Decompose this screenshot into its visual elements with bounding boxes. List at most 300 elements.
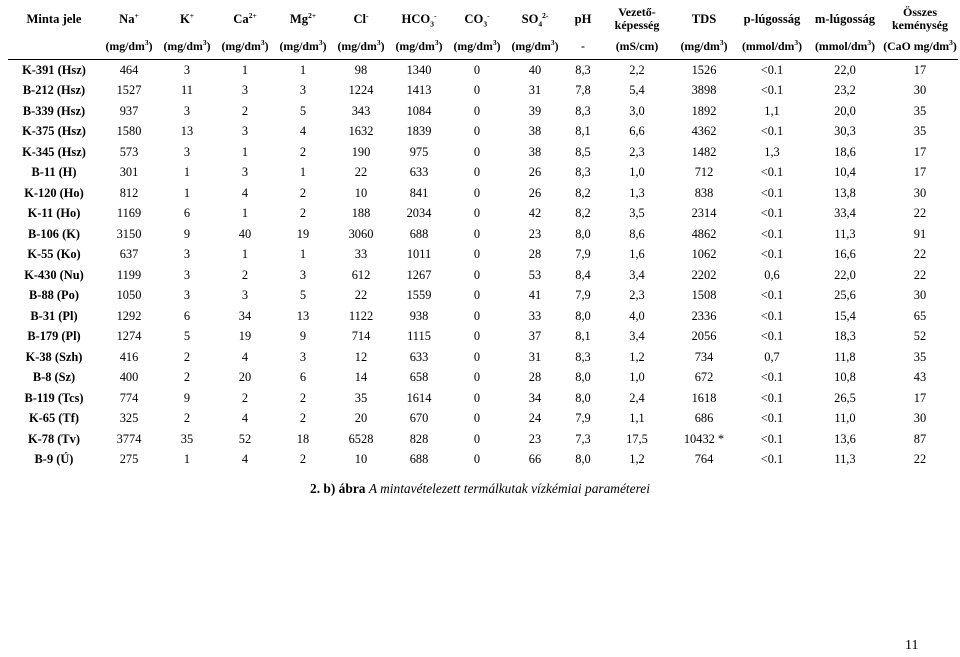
column-unit — [672, 34, 736, 60]
table-cell: 0 — [473, 83, 481, 98]
column-header — [506, 4, 564, 34]
column-header — [448, 4, 506, 34]
table-cell: 15,4 — [834, 308, 856, 323]
column-header-label: TDS — [691, 11, 717, 26]
table-cell: 1 — [299, 165, 307, 180]
table-cell: 5 — [183, 329, 191, 344]
table-cell: 9 — [183, 226, 191, 241]
column-unit-superscript: 3 — [434, 38, 439, 48]
table-row — [8, 204, 958, 225]
table-cell: 10,4 — [834, 165, 856, 180]
table-cell: 0 — [473, 165, 481, 180]
water-chemistry-table — [8, 4, 958, 470]
column-unit-end: ) — [496, 39, 501, 53]
column-header — [390, 4, 448, 34]
table-cell: 275 — [119, 452, 139, 467]
table-cell: 190 — [351, 144, 371, 159]
column-header-subscript: 4 — [538, 19, 543, 29]
table-cell: 3 — [183, 144, 191, 159]
column-header — [602, 4, 672, 34]
table-cell: 87 — [913, 431, 927, 446]
table-cell: 1122 — [348, 308, 374, 323]
table-cell: 8,2 — [575, 185, 591, 200]
table-cell: 1,1 — [764, 103, 780, 118]
table-cell: 0 — [473, 247, 481, 262]
table-cell: 1,0 — [629, 165, 645, 180]
table-row — [8, 163, 958, 184]
table-cell: 3 — [183, 288, 191, 303]
table-cell: 43 — [913, 370, 927, 385]
column-header-superscript: + — [189, 10, 195, 20]
column-unit-superscript: 3 — [144, 38, 149, 48]
table-cell: 16,6 — [834, 247, 856, 262]
table-cell: <0.1 — [760, 185, 784, 200]
column-header-label: CO — [464, 11, 484, 26]
table-cell: 0 — [473, 431, 481, 446]
table-cell: 3898 — [691, 83, 717, 98]
column-header-line2: keménység — [892, 18, 948, 32]
table-cell: 6 — [299, 370, 307, 385]
table-cell: 612 — [351, 267, 371, 282]
table-cell: <0.1 — [760, 83, 784, 98]
table-cell: 11 — [181, 83, 193, 98]
table-cell: 22 — [913, 247, 927, 262]
column-unit — [274, 34, 332, 60]
table-cell: 3 — [241, 288, 249, 303]
page-number: 11 — [905, 638, 919, 653]
table-cell: 8,0 — [575, 390, 591, 405]
table-cell: 35 — [913, 124, 927, 139]
column-header — [564, 4, 602, 34]
table-cell: 20,0 — [834, 103, 856, 118]
table-cell: 1292 — [116, 308, 142, 323]
table-cell: 8,1 — [575, 329, 591, 344]
table-cell: 4 — [241, 185, 249, 200]
table-cell: 3 — [299, 267, 307, 282]
column-header-label: SO — [521, 11, 539, 26]
table-cell: 1062 — [691, 247, 717, 262]
table-cell: 0,7 — [764, 349, 780, 364]
column-unit-text: (mg/dm — [163, 39, 203, 53]
sample-id-cell: B-179 (Pl) — [27, 329, 81, 344]
table-cell: 714 — [351, 329, 371, 344]
table-cell: 6 — [183, 206, 191, 221]
column-unit — [158, 34, 216, 60]
column-header-superscript: - — [433, 10, 437, 20]
table-cell: 34 — [238, 308, 252, 323]
table-row — [8, 388, 958, 409]
table-cell: 812 — [119, 185, 139, 200]
column-header-label: m-lúgosság — [814, 11, 876, 26]
table-cell: 8,3 — [575, 349, 591, 364]
column-header — [216, 4, 274, 34]
table-cell: 975 — [409, 144, 429, 159]
table-cell: 13 — [296, 308, 310, 323]
table-cell: 938 — [409, 308, 429, 323]
column-header — [100, 4, 158, 34]
table-cell: 3,5 — [629, 206, 645, 221]
column-header — [8, 4, 100, 34]
table-row — [8, 245, 958, 266]
table-cell: 688 — [409, 226, 429, 241]
table-cell: 17 — [913, 390, 927, 405]
table-cell: 1 — [183, 452, 191, 467]
table-cell: 7,9 — [575, 288, 591, 303]
column-header-line1: Vezető- — [618, 5, 656, 19]
table-cell: 35 — [913, 103, 927, 118]
table-cell: 0 — [473, 267, 481, 282]
table-cell: 2 — [299, 411, 307, 426]
table-cell: 1526 — [691, 62, 717, 77]
table-row — [8, 122, 958, 143]
table-cell: 23 — [528, 431, 542, 446]
table-cell: 400 — [119, 370, 139, 385]
table-cell: 2,3 — [629, 144, 645, 159]
table-row — [8, 409, 958, 430]
table-cell: 3,4 — [629, 267, 645, 282]
table-cell: <0.1 — [760, 452, 784, 467]
column-unit — [8, 34, 100, 60]
table-cell: 22 — [913, 267, 927, 282]
table-cell: 31 — [528, 349, 542, 364]
table-cell: 10 — [354, 185, 368, 200]
column-unit — [332, 34, 390, 60]
table-cell: 1,2 — [629, 452, 645, 467]
table-cell: 325 — [119, 411, 139, 426]
table-cell: 1 — [241, 247, 249, 262]
table-cell: 6528 — [348, 431, 374, 446]
table-cell: 2 — [183, 411, 191, 426]
table-cell: 2 — [183, 349, 191, 364]
table-body — [8, 60, 958, 471]
sample-id-cell: K-430 (Nu) — [24, 267, 84, 282]
column-header-label: Ca — [233, 11, 249, 26]
table-cell: 35 — [913, 349, 927, 364]
table-cell: 9 — [183, 390, 191, 405]
table-cell: 1614 — [406, 390, 432, 405]
table-cell: 9 — [299, 329, 307, 344]
column-header-superscript: 2- — [542, 10, 549, 20]
column-unit-text: (mmol/dm — [741, 39, 795, 53]
sample-id-cell: B-88 (Po) — [29, 288, 79, 303]
table-cell: 91 — [913, 226, 927, 241]
table-cell: 1,1 — [629, 411, 645, 426]
table-cell: 828 — [409, 431, 429, 446]
table-cell: 12 — [354, 349, 368, 364]
table-cell: 0 — [473, 62, 481, 77]
table-cell: 26 — [528, 185, 542, 200]
sample-id-cell: K-375 (Hsz) — [22, 124, 86, 139]
table-cell: 0 — [473, 103, 481, 118]
table-cell: 14 — [354, 370, 368, 385]
column-unit — [390, 34, 448, 60]
table-row — [8, 183, 958, 204]
table-cell: 633 — [409, 165, 429, 180]
column-header-subscript: 3 — [483, 19, 488, 29]
table-cell: 7,8 — [575, 83, 591, 98]
column-unit — [602, 34, 672, 60]
column-unit-superscript: 3 — [202, 38, 207, 48]
table-cell: 464 — [119, 62, 139, 77]
table-cell: 3 — [183, 103, 191, 118]
table-cell: 1224 — [348, 83, 374, 98]
column-unit — [100, 34, 158, 60]
column-unit — [736, 34, 808, 60]
table-cell: 8,3 — [575, 165, 591, 180]
column-header-line2: képesség — [614, 18, 660, 32]
table-cell: 3774 — [116, 431, 142, 446]
table-cell: 1839 — [406, 124, 432, 139]
sample-id-cell: B-11 (H) — [31, 165, 77, 180]
table-cell: 52 — [913, 329, 927, 344]
column-unit-end: ) — [438, 39, 443, 53]
table-cell: 23,2 — [834, 83, 856, 98]
table-cell: 3 — [183, 267, 191, 282]
table-cell: 1274 — [116, 329, 142, 344]
table-cell: 1 — [241, 206, 249, 221]
column-header-line1: Összes — [903, 5, 937, 19]
column-unit-superscript: 3 — [867, 38, 872, 48]
table-cell: 686 — [694, 411, 714, 426]
column-header — [882, 4, 958, 34]
sample-id-cell: K-345 (Hsz) — [22, 144, 86, 159]
table-cell: 1 — [299, 62, 307, 77]
table-row — [8, 327, 958, 348]
table-cell: 18 — [296, 431, 310, 446]
column-header-label: K — [179, 11, 190, 26]
column-header-label: Cl — [353, 11, 367, 26]
column-unit — [448, 34, 506, 60]
table-cell: 2,4 — [629, 390, 645, 405]
table-cell: 670 — [409, 411, 429, 426]
table-cell: <0.1 — [760, 370, 784, 385]
table-cell: 66 — [528, 452, 542, 467]
column-header-superscript: - — [487, 10, 490, 20]
table-cell: 1482 — [691, 144, 717, 159]
table-cell: 10 — [354, 452, 368, 467]
table-cell: 712 — [694, 165, 714, 180]
table-cell: 1527 — [116, 83, 142, 98]
table-cell: 637 — [119, 247, 139, 262]
column-unit-text: (mg/dm — [680, 39, 720, 53]
table-cell: 2336 — [691, 308, 717, 323]
column-unit-text: (mg/dm — [279, 39, 319, 53]
table-cell: 39 — [528, 103, 542, 118]
column-unit-superscript: 3 — [492, 38, 497, 48]
column-header — [808, 4, 882, 34]
table-cell: 5 — [299, 288, 307, 303]
table-cell: 30 — [913, 411, 927, 426]
table-row — [8, 101, 958, 122]
table-cell: 1508 — [691, 288, 717, 303]
table-cell: 188 — [351, 206, 371, 221]
table-cell: 7,9 — [575, 247, 591, 262]
caption-text: A mintavételezett termálkutak vízkémiai paraméterei — [368, 481, 650, 496]
table-cell: 2056 — [691, 329, 717, 344]
column-header-label: Minta jele — [26, 11, 82, 26]
table-cell: 4 — [299, 124, 307, 139]
table-cell: 24 — [528, 411, 542, 426]
table-cell: 2 — [299, 185, 307, 200]
table-row — [8, 347, 958, 368]
table-cell: 8,6 — [629, 226, 645, 241]
table-cell: <0.1 — [760, 62, 784, 77]
table-cell: <0.1 — [760, 431, 784, 446]
table-cell: 13,6 — [834, 431, 856, 446]
sample-id-cell: K-78 (Tv) — [28, 431, 80, 446]
column-unit-superscript: 3 — [949, 38, 953, 48]
table-cell: 688 — [409, 452, 429, 467]
table-cell: 37 — [528, 329, 542, 344]
table-cell: 838 — [694, 185, 714, 200]
table-cell: 19 — [238, 329, 252, 344]
table-cell: 0 — [473, 124, 481, 139]
column-unit-text: (mg/dm — [395, 39, 435, 53]
column-header-label: HCO — [401, 11, 431, 26]
table-cell: 0 — [473, 370, 481, 385]
table-cell: 20 — [354, 411, 368, 426]
column-unit-superscript: 3 — [318, 38, 323, 48]
table-cell: 2 — [299, 206, 307, 221]
table-row — [8, 224, 958, 245]
column-unit-end: ) — [952, 39, 957, 53]
table-cell: 0,6 — [764, 267, 780, 282]
table-cell: 1,2 — [629, 349, 645, 364]
table-cell: 8,0 — [575, 370, 591, 385]
table-cell: 31 — [528, 83, 542, 98]
table-cell: 22 — [913, 452, 927, 467]
table-cell: 1 — [299, 247, 307, 262]
column-unit — [564, 34, 602, 60]
sample-id-cell: B-119 (Tcs) — [24, 390, 84, 405]
table-cell: 6 — [183, 308, 191, 323]
table-cell: <0.1 — [760, 390, 784, 405]
table-row — [8, 142, 958, 163]
table-cell: 11,3 — [834, 452, 856, 467]
table-cell: 3060 — [348, 226, 374, 241]
table-cell: 11,3 — [834, 226, 856, 241]
table-cell: 3 — [183, 247, 191, 262]
sample-id-cell: K-391 (Hsz) — [22, 62, 86, 77]
figure-caption — [0, 481, 960, 497]
sample-id-cell: B-212 (Hsz) — [22, 83, 86, 98]
column-unit-text: - — [581, 39, 585, 53]
table-cell: 17,5 — [626, 431, 648, 446]
table-cell: 33 — [528, 308, 542, 323]
table-cell: 0 — [473, 206, 481, 221]
table-cell: 2 — [299, 390, 307, 405]
table-cell: 3150 — [116, 226, 142, 241]
table-cell: 937 — [119, 103, 139, 118]
table-cell: 8,1 — [575, 124, 591, 139]
table-cell: 0 — [473, 329, 481, 344]
table-cell: 17 — [913, 62, 927, 77]
table-cell: 1,6 — [629, 247, 645, 262]
column-unit-superscript: 3 — [376, 38, 381, 48]
table-cell: 35 — [354, 390, 368, 405]
table-cell: 17 — [913, 165, 927, 180]
header-row-labels — [8, 4, 958, 34]
table-cell: 13 — [180, 124, 194, 139]
column-unit-end: ) — [871, 39, 876, 53]
table-cell: 23 — [528, 226, 542, 241]
column-unit-end: ) — [380, 39, 385, 53]
table-cell: 658 — [409, 370, 429, 385]
sample-id-cell: K-38 (Szh) — [25, 349, 83, 364]
sample-id-cell: B-31 (Pl) — [30, 308, 78, 323]
table-cell: <0.1 — [760, 329, 784, 344]
table-cell: 1618 — [691, 390, 717, 405]
table-cell: 52 — [238, 431, 252, 446]
table-cell: 26 — [528, 165, 542, 180]
table-cell: 40 — [238, 226, 252, 241]
column-unit-text: (CaO mg/dm — [883, 39, 950, 53]
table-cell: 0 — [473, 226, 481, 241]
table-cell: 8,0 — [575, 226, 591, 241]
table-cell: 2 — [241, 267, 249, 282]
table-cell: <0.1 — [760, 247, 784, 262]
table-cell: 22 — [913, 206, 927, 221]
sample-id-cell: B-339 (Hsz) — [22, 103, 86, 118]
table-cell: 1169 — [116, 206, 142, 221]
column-unit-end: ) — [723, 39, 728, 53]
table-cell: 5,4 — [629, 83, 645, 98]
table-cell: 65 — [913, 308, 927, 323]
table-cell: 1580 — [116, 124, 142, 139]
table-cell: 0 — [473, 288, 481, 303]
column-header — [332, 4, 390, 34]
column-unit-superscript: 3 — [794, 38, 799, 48]
table-cell: 0 — [473, 452, 481, 467]
table-cell: 0 — [473, 185, 481, 200]
sample-id-cell: K-120 (Ho) — [24, 185, 84, 200]
table-cell: 53 — [528, 267, 542, 282]
column-header-superscript: + — [134, 10, 139, 20]
table-cell: 8,0 — [575, 308, 591, 323]
table-cell: 0 — [473, 308, 481, 323]
table-cell: 8,0 — [575, 452, 591, 467]
table-cell: 1267 — [406, 267, 432, 282]
table-row — [8, 60, 958, 81]
table-cell: 1 — [241, 144, 249, 159]
column-header-label: pH — [574, 11, 592, 26]
table-cell: 28 — [528, 247, 542, 262]
table-cell: 1 — [241, 62, 249, 77]
column-unit-end: ) — [554, 39, 559, 53]
table-cell: 0 — [473, 411, 481, 426]
table-cell: 98 — [354, 62, 368, 77]
table-cell: 4 — [241, 452, 249, 467]
table-cell: 4362 — [691, 124, 717, 139]
table-cell: 4862 — [691, 226, 717, 241]
table-cell: 22,0 — [834, 267, 856, 282]
table-cell: 8,3 — [575, 103, 591, 118]
table-cell: 4 — [241, 411, 249, 426]
table-cell: 8,5 — [575, 144, 591, 159]
table-cell: 1892 — [691, 103, 717, 118]
table-cell: 2,3 — [629, 288, 645, 303]
table-cell: <0.1 — [760, 206, 784, 221]
table-row — [8, 306, 958, 327]
table-cell: 841 — [409, 185, 429, 200]
table-cell: 22 — [354, 288, 368, 303]
column-header-superscript: - — [366, 10, 369, 20]
table-cell: 18,3 — [834, 329, 856, 344]
table-cell: 0 — [473, 144, 481, 159]
table-cell: 17 — [913, 144, 927, 159]
table-cell: 633 — [409, 349, 429, 364]
sample-id-cell: B-9 (Ú) — [34, 452, 74, 467]
